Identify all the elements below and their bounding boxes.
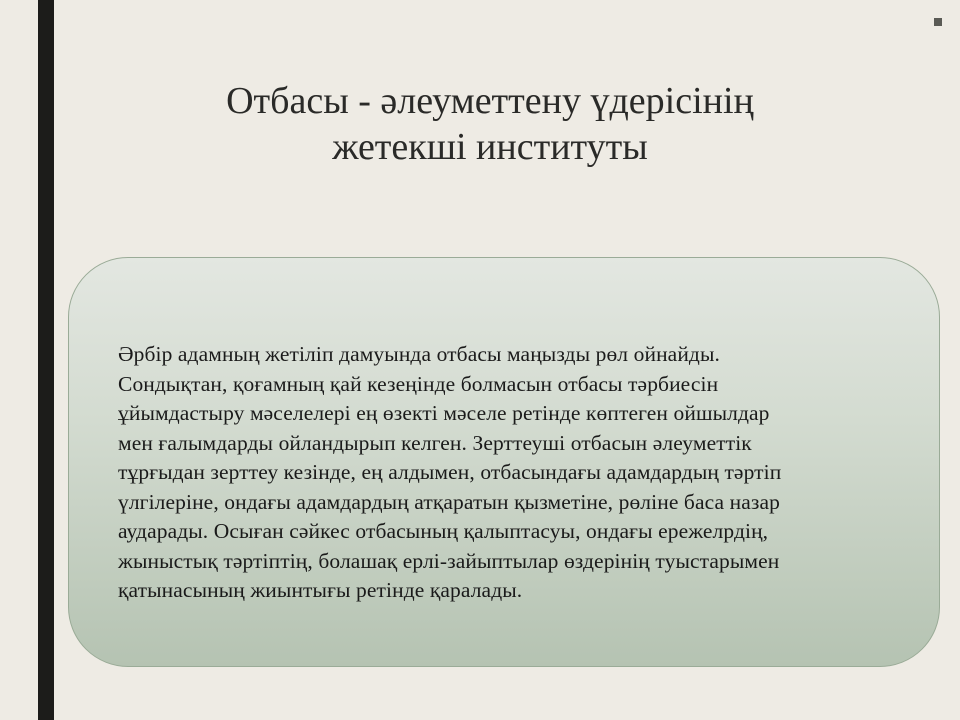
body-line: жыныстық тәртіптің, болашақ ерлі-зайыптылар өздерінің туыстарымен xyxy=(118,548,780,573)
corner-square-icon xyxy=(934,18,942,26)
body-line: аударады. Осыған сәйкес отбасының қалыптасуы, ондағы ережелрдің, xyxy=(118,519,769,543)
body-paragraph xyxy=(118,340,928,606)
body-line: Сондықтан, қоғамның қай кезеңінде болмасын отбасы тәрбиесін xyxy=(118,371,719,396)
body-line: Әрбір адамның жетіліп дамуында отбасы маңызды рөл ойнайды. xyxy=(118,342,720,366)
title-line: Отбасы - әлеуметтену үдерісінің xyxy=(226,80,754,122)
body-line: ұйымдастыру мәселелері ең өзекті мәселе ретінде көптеген ойшылдар xyxy=(118,401,770,425)
body-line: мен ғалымдарды ойландырып келген. Зерттеуші отбасын әлеуметтік xyxy=(118,430,752,455)
slide-title xyxy=(100,78,880,170)
left-accent-bar xyxy=(38,0,54,720)
title-line: жетекші институты xyxy=(332,126,648,168)
body-line: тұрғыдан зерттеу кезінде, ең алдымен, отбасындағы адамдардың тәртіп xyxy=(118,460,782,484)
body-line: үлгілеріне, ондағы адамдардың атқаратын қызметіне, рөліне баса назар xyxy=(118,489,780,514)
body-line: қатынасының жиынтығы ретінде қаралады. xyxy=(118,578,523,602)
